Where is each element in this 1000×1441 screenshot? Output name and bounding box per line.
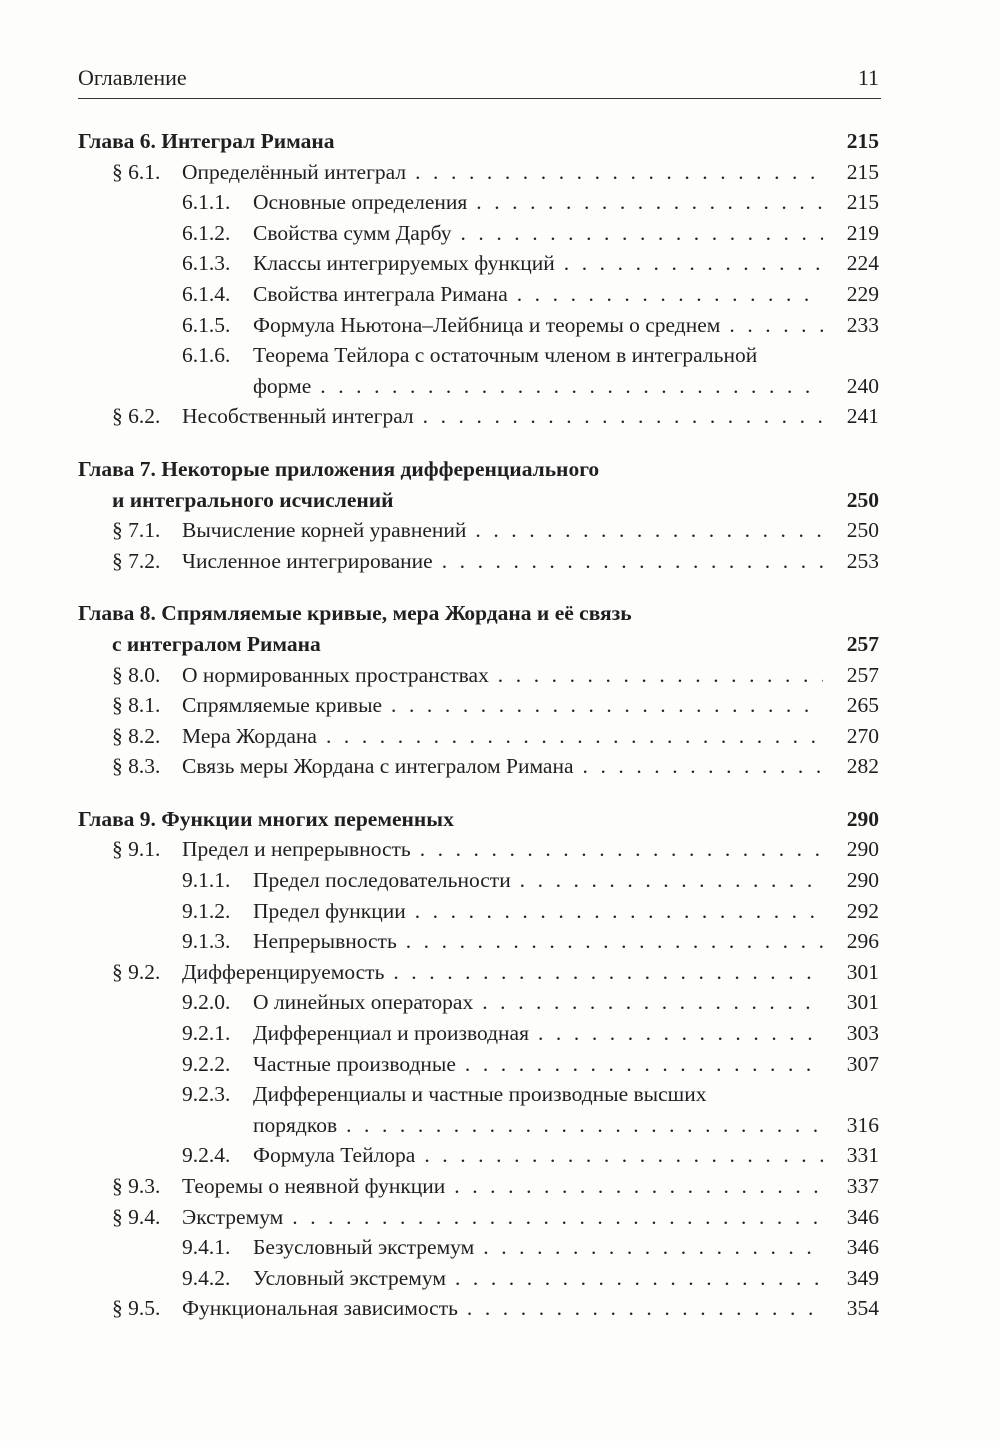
toc-subsection-6-1-2[interactable] — [78, 218, 881, 249]
chapter-6[interactable] — [78, 126, 881, 157]
subsection-number: 9.4.1. — [182, 1235, 231, 1260]
subsection-number: 6.1.1. — [182, 190, 231, 215]
subsection-title: Непрерывность . . . — [253, 926, 823, 957]
section-page: 270 — [846, 723, 879, 748]
subsection-number: 6.1.6. — [182, 343, 231, 368]
subsection-title: Формула Ньютона–Лейбница и теоремы о среднем . . . — [253, 310, 823, 341]
toc-subsection-6-1-5[interactable] — [78, 310, 881, 341]
toc-section-9-2[interactable] — [78, 957, 881, 988]
toc-section-8-3[interactable] — [78, 751, 881, 782]
chapter-7-cont[interactable] — [78, 485, 881, 516]
section-page: 337 — [846, 1174, 879, 1198]
subsection-page: 346 — [846, 1235, 879, 1260]
section-title: Несобственный интеграл . . . — [182, 401, 823, 432]
section-number: § 9.3. — [112, 1174, 161, 1198]
section-title: Спрямляемые кривые . . . — [182, 690, 823, 721]
toc-subsection-9-2-1[interactable] — [78, 1018, 881, 1049]
section-number: § 7.1. — [112, 518, 161, 543]
toc-subsection-9-1-2[interactable] — [78, 896, 881, 927]
subsection-page: 331 — [846, 1143, 879, 1168]
subsection-title: Теорема Тейлора с остаточным членом в интегральной — [253, 343, 758, 368]
section-title: Предел и непрерывность . . . — [182, 834, 823, 865]
subsection-number: 9.1.1. — [182, 868, 231, 893]
subsection-page: 296 — [846, 929, 879, 954]
subsection-page: 233 — [846, 312, 879, 337]
subsection-number: 6.1.5. — [182, 312, 231, 337]
section-number: § 6.1. — [112, 159, 161, 184]
subsection-page: 301 — [846, 990, 879, 1015]
subsection-title: Предел последовательности . . . — [253, 865, 823, 896]
subsection-title: Предел функции . . . — [253, 896, 823, 927]
chapter-9[interactable] — [78, 804, 881, 835]
section-number: § 8.3. — [112, 754, 161, 779]
toc-section-8-2[interactable] — [78, 721, 881, 752]
subsection-title: Дифференциал и производная . . . — [253, 1018, 823, 1049]
chapter-8-cont[interactable] — [78, 629, 881, 660]
toc-subsection-6-1-3[interactable] — [78, 248, 881, 279]
section-number: § 8.2. — [112, 723, 161, 748]
subsection-number: 9.2.4. — [182, 1143, 231, 1168]
chapter-title: Глава 9. Функции многих переменных — [78, 806, 454, 831]
toc-subsection-9-1-1[interactable] — [78, 865, 881, 896]
section-number: § 8.0. — [112, 662, 161, 687]
chapter-page: 215 — [846, 129, 879, 153]
subsection-number: 9.1.2. — [182, 898, 231, 923]
subsection-page: 215 — [846, 190, 879, 215]
section-title: Функциональная зависимость . . . — [182, 1293, 823, 1324]
section-page: 301 — [846, 959, 879, 984]
subsection-number: 9.4.2. — [182, 1265, 231, 1290]
section-title: Определённый интеграл . . . — [182, 157, 823, 188]
subsection-title: Дифференциалы и частные производные высших — [253, 1082, 707, 1107]
subsection-page: 224 — [846, 251, 879, 276]
section-title: Мера Жордана . . . — [182, 721, 823, 752]
subsection-page: 229 — [846, 281, 879, 306]
page-number: 11 — [857, 65, 879, 90]
toc-subsection-9-4-1[interactable] — [78, 1232, 881, 1263]
section-title: Связь меры Жордана с интегралом Римана . . . — [182, 751, 823, 782]
section-page: 290 — [846, 837, 879, 862]
toc-section-6-2[interactable] — [78, 401, 881, 432]
table-of-contents — [78, 126, 881, 1324]
toc-subsection-9-2-2[interactable] — [78, 1049, 881, 1080]
toc-section-7-2[interactable] — [78, 546, 881, 577]
subsection-number: 6.1.2. — [182, 220, 231, 245]
subsection-title: Условный экстремум . . . — [253, 1263, 823, 1294]
section-title: Теоремы о неявной функции . . . — [182, 1171, 823, 1202]
section-number: § 6.2. — [112, 404, 161, 429]
chapter-title-continued: с интегралом Римана — [112, 631, 321, 656]
chapter-page: 290 — [846, 806, 879, 831]
subsection-title-continued: порядков . . . — [253, 1110, 823, 1141]
subsection-number: 9.2.2. — [182, 1051, 231, 1076]
chapter-title: Глава 8. Спрямляемые кривые, мера Жордана и её связь — [78, 601, 632, 626]
subsection-page: 290 — [846, 868, 879, 893]
subsection-page: 219 — [846, 220, 879, 245]
subsection-page: 316 — [846, 1112, 879, 1137]
toc-section-6-1[interactable] — [78, 157, 881, 188]
toc-section-9-3[interactable] — [78, 1171, 881, 1202]
running-title: Оглавление — [78, 65, 187, 90]
chapter-title: Глава 6. Интеграл Римана — [78, 129, 335, 153]
subsection-number: 9.2.3. — [182, 1082, 231, 1107]
running-header — [78, 62, 881, 99]
chapter-page: 257 — [846, 631, 879, 656]
section-title: Экстремум . . . — [182, 1202, 823, 1233]
toc-subsection-6-1-6-cont[interactable] — [78, 371, 881, 402]
subsection-number: 9.1.3. — [182, 929, 231, 954]
section-page: 253 — [846, 548, 879, 573]
chapter-title: Глава 7. Некоторые приложения дифференциального — [78, 456, 600, 481]
subsection-page: 292 — [846, 898, 879, 923]
toc-section-7-1[interactable] — [78, 515, 881, 546]
toc-subsection-9-2-3-cont[interactable] — [78, 1110, 881, 1141]
toc-subsection-9-1-3[interactable] — [78, 926, 881, 957]
section-page: 265 — [846, 693, 879, 718]
subsection-number: 9.2.1. — [182, 1021, 231, 1046]
toc-section-9-5[interactable] — [78, 1293, 881, 1324]
subsection-title-continued: форме . . . — [253, 371, 823, 402]
section-page: 346 — [846, 1204, 879, 1229]
section-page: 282 — [846, 754, 879, 779]
toc-subsection-6-1-1[interactable] — [78, 187, 881, 218]
subsection-page: 240 — [846, 373, 879, 398]
chapter-title-continued: и интегрального исчислений — [112, 487, 394, 512]
toc-subsection-6-1-6[interactable] — [78, 340, 881, 371]
section-title: Численное интегрирование . . . — [182, 546, 823, 577]
section-page: 241 — [846, 404, 879, 429]
section-title: Вычисление корней уравнений . . . — [182, 515, 823, 546]
subsection-number: 9.2.0. — [182, 990, 231, 1015]
section-page: 215 — [846, 159, 879, 184]
chapter-page: 250 — [846, 487, 879, 512]
toc-subsection-9-4-2[interactable] — [78, 1263, 881, 1294]
section-title: Дифференцируемость . . . — [182, 957, 823, 988]
toc-section-9-1[interactable] — [78, 834, 881, 865]
section-number: § 8.1. — [112, 693, 161, 718]
chapter-8[interactable] — [78, 598, 881, 629]
subsection-page: 307 — [846, 1051, 879, 1076]
subsection-title: Безусловный экстремум . . . — [253, 1232, 823, 1263]
section-number: § 9.1. — [112, 837, 161, 862]
subsection-title: Свойства интеграла Римана . . . — [253, 279, 823, 310]
toc-subsection-9-2-3[interactable] — [78, 1079, 881, 1110]
subsection-number: 6.1.3. — [182, 251, 231, 276]
subsection-title: Частные производные . . . — [253, 1049, 823, 1080]
subsection-title: Классы интегрируемых функций . . . — [253, 248, 823, 279]
section-number: § 9.5. — [112, 1296, 161, 1321]
subsection-page: 303 — [846, 1021, 879, 1046]
chapter-7[interactable] — [78, 454, 881, 485]
subsection-number: 6.1.4. — [182, 281, 231, 306]
toc-subsection-9-2-0[interactable] — [78, 987, 881, 1018]
toc-section-8-0[interactable] — [78, 660, 881, 691]
section-page: 257 — [846, 662, 879, 687]
section-number: § 7.2. — [112, 548, 161, 573]
subsection-title: Формула Тейлора . . . — [253, 1140, 823, 1171]
subsection-title: Основные определения . . . — [253, 187, 823, 218]
section-page: 250 — [846, 518, 879, 543]
subsection-title: Свойства сумм Дарбу . . . — [253, 218, 823, 249]
toc-subsection-9-2-4[interactable] — [78, 1140, 881, 1171]
toc-section-8-1[interactable] — [78, 690, 881, 721]
section-page: 354 — [846, 1296, 879, 1321]
section-number: § 9.2. — [112, 959, 161, 984]
section-number: § 9.4. — [112, 1204, 161, 1229]
toc-section-9-4[interactable] — [78, 1202, 881, 1233]
toc-subsection-6-1-4[interactable] — [78, 279, 881, 310]
section-title: О нормированных пространствах . . . — [182, 660, 823, 691]
subsection-page: 349 — [846, 1265, 879, 1290]
subsection-title: О линейных операторах . . . — [253, 987, 823, 1018]
